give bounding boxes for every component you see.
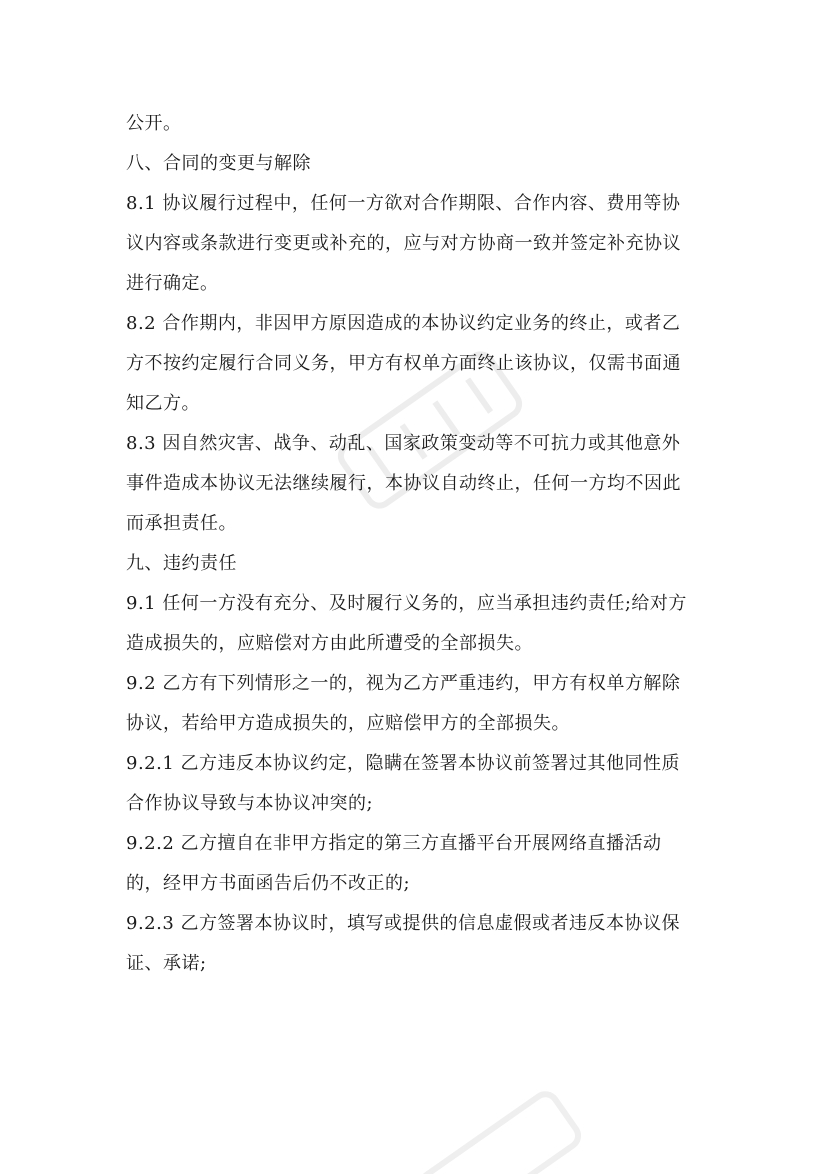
section-heading-9: 九、违约责任 <box>126 553 237 574</box>
watermark-logo-bottom <box>400 1070 600 1174</box>
clause-9-2-line-1: 9.2 乙方有下列情形之一的，视为乙方严重违约，甲方有权单方解除 <box>126 673 681 694</box>
clause-9-2-2-line-2: 的，经甲方书面函告后仍不改正的; <box>126 873 411 894</box>
text-line: 公开。 <box>126 113 182 134</box>
clause-8-1-line-3: 进行确定。 <box>126 273 219 294</box>
clause-9-1-line-2: 造成损失的，应赔偿对方由此所遭受的全部损失。 <box>126 633 533 654</box>
clause-8-3-line-2: 事件造成本协议无法继续履行，本协议自动终止，任何一方均不因此 <box>126 473 681 494</box>
clause-9-2-1-line-2: 合作协议导致与本协议冲突的; <box>126 793 374 814</box>
clause-9-2-2-line-1: 9.2.2 乙方擅自在非甲方指定的第三方直播平台开展网络直播活动 <box>126 833 662 854</box>
clause-8-2-line-3: 知乙方。 <box>126 393 200 414</box>
document-body <box>126 104 706 984</box>
section-heading-8: 八、合同的变更与解除 <box>126 153 311 174</box>
clause-8-2-line-2: 方不按约定履行合同义务，甲方有权单方面终止该协议，仅需书面通 <box>126 353 681 374</box>
clause-8-3-line-3: 而承担责任。 <box>126 513 237 534</box>
clause-9-2-1-line-1: 9.2.1 乙方违反本协议约定，隐瞒在签署本协议前签署过其他同性质 <box>126 753 681 774</box>
clause-8-2-line-1: 8.2 合作期内，非因甲方原因造成的本协议约定业务的终止，或者乙 <box>126 313 681 334</box>
clause-9-2-3-line-2: 证、承诺; <box>126 953 207 974</box>
clause-8-3-line-1: 8.3 因自然灾害、战争、动乱、国家政策变动等不可抗力或其他意外 <box>126 433 681 454</box>
clause-9-1-line-1: 9.1 任何一方没有充分、及时履行义务的，应当承担违约责任;给对方 <box>126 593 687 614</box>
clause-8-1-line-1: 8.1 协议履行过程中，任何一方欲对合作期限、合作内容、费用等协 <box>126 193 681 214</box>
clause-8-1-line-2: 议内容或条款进行变更或补充的，应与对方协商一致并签定补充协议 <box>126 233 681 254</box>
clause-9-2-3-line-1: 9.2.3 乙方签署本协议时，填写或提供的信息虚假或者违反本协议保 <box>126 913 681 934</box>
clause-9-2-line-2: 协议，若给甲方造成损失的，应赔偿甲方的全部损失。 <box>126 713 570 734</box>
